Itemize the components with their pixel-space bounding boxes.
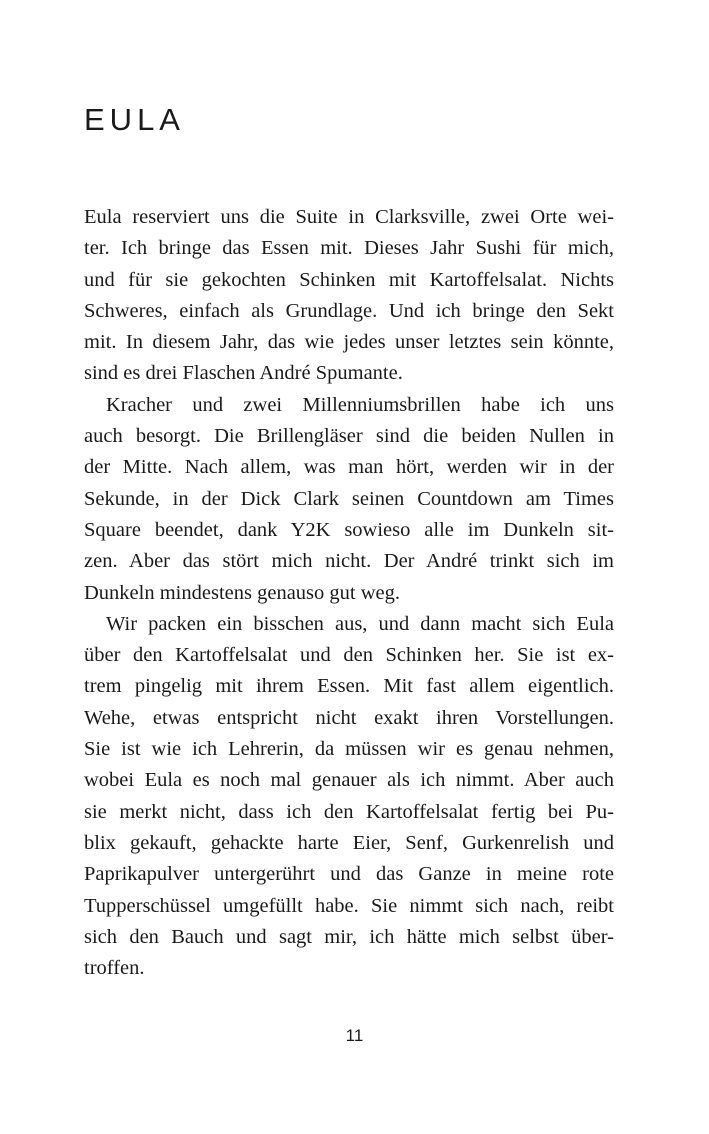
chapter-title: EULA xyxy=(84,102,185,137)
text-line: über den Kartoffelsalat und den Schinken her. Sie ist ex- xyxy=(84,644,614,667)
text-line: Tupperschüssel umgefüllt habe. Sie nimmt sich nach, reibt xyxy=(84,894,614,917)
text-line: und für sie gekochten Schinken mit Kartoffelsalat. Nichts xyxy=(84,268,614,291)
text-line: auch besorgt. Die Brillengläser sind die beiden Nullen in xyxy=(84,425,614,448)
text-line: trem pingelig mit ihrem Essen. Mit fast allem eigentlich. xyxy=(84,675,614,698)
text-line: Eula reserviert uns die Suite in Clarksville, zwei Orte wei- xyxy=(84,206,614,228)
text-line: Square beendet, dank Y2K sowieso alle im Dunkeln sit- xyxy=(84,518,614,541)
text-line: sind es drei Flaschen André Spumante. xyxy=(84,362,403,385)
text-line: ter. Ich bringe das Essen mit. Dieses Jahr Sushi für mich, xyxy=(84,237,614,260)
text-line: wobei Eula es noch mal genauer als ich nimmt. Aber auch xyxy=(84,769,614,792)
text-line: zen. Aber das stört mich nicht. Der André trinkt sich im xyxy=(84,550,614,573)
paragraph xyxy=(84,609,614,985)
text-line: sie merkt nicht, dass ich den Kartoffelsalat fertig bei Pu- xyxy=(84,800,614,823)
page-number: 11 xyxy=(345,1026,364,1045)
text-line: Wir packen ein bisschen aus, und dann macht sich Eula xyxy=(106,612,614,635)
text-line: troffen. xyxy=(84,957,145,980)
text-line: blix gekauft, gehackte harte Eier, Senf, Gurkenrelish und xyxy=(84,831,614,854)
text-line: Kracher und zwei Millenniumsbrillen habe ich uns xyxy=(106,393,614,416)
text-line: der Mitte. Nach allem, was man hört, werden wir in der xyxy=(84,456,614,479)
paragraph xyxy=(84,202,614,390)
text-line: Wehe, etwas entspricht nicht exakt ihren Vorstellungen. xyxy=(84,706,614,729)
body-text xyxy=(84,202,614,984)
text-line: Sekunde, in der Dick Clark seinen Countdown am Times xyxy=(84,487,614,510)
text-line: sich den Bauch und sagt mir, ich hätte mich selbst über- xyxy=(84,925,614,948)
text-line: Sie ist wie ich Lehrerin, da müssen wir es genau nehmen, xyxy=(84,738,614,761)
text-line: Dunkeln mindestens genauso gut weg. xyxy=(84,581,400,604)
text-line: Schweres, einfach als Grundlage. Und ich bringe den Sekt xyxy=(84,299,614,322)
text-line: mit. In diesem Jahr, das wie jedes unser letztes sein könnte, xyxy=(84,331,614,354)
paragraph xyxy=(84,390,614,609)
text-line: Paprikapulver untergerührt und das Ganze in meine rote xyxy=(84,863,614,886)
